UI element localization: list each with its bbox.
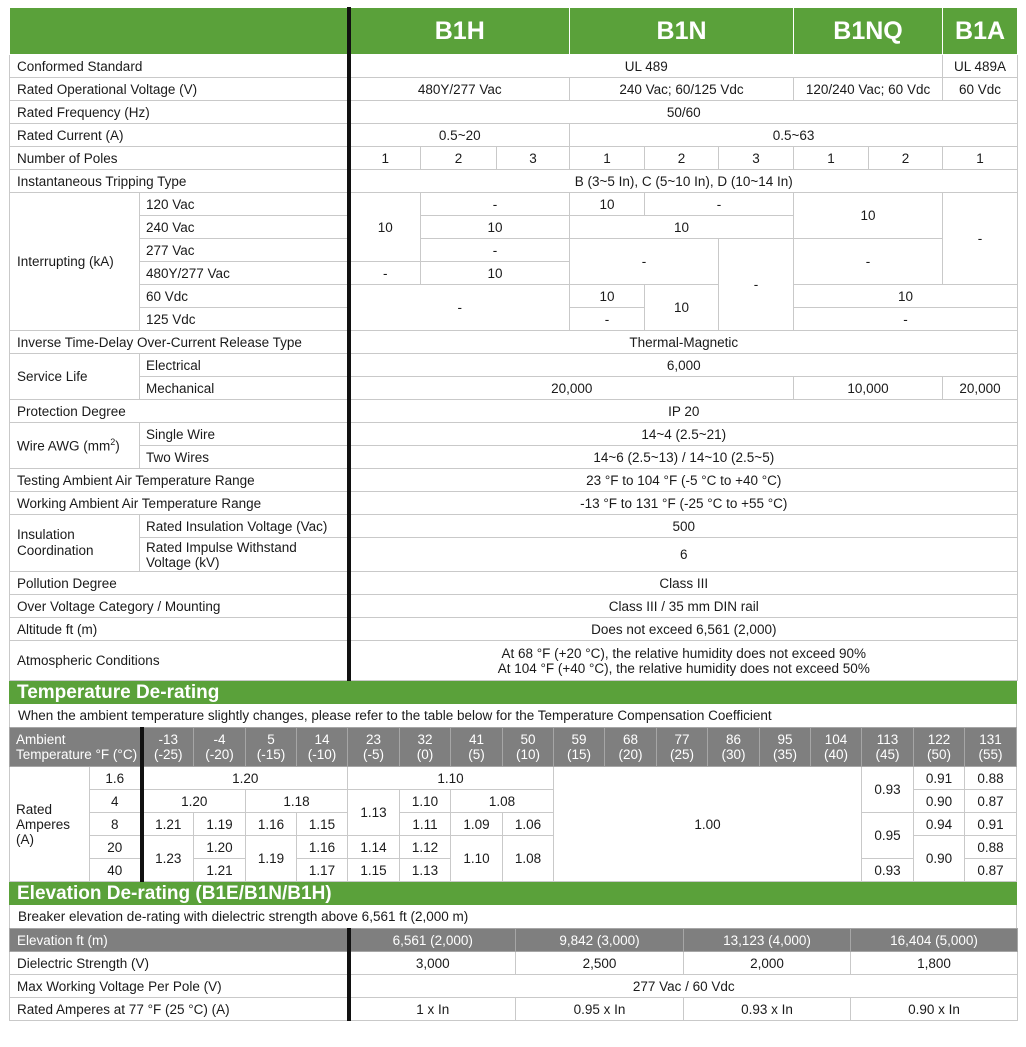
coef: 0.94 bbox=[914, 813, 965, 836]
sub-label: 60 Vdc bbox=[140, 285, 349, 308]
cell: 10 bbox=[570, 216, 794, 239]
row-label: Testing Ambient Air Temperature Range bbox=[10, 469, 349, 492]
atm-line-1: At 68 °F (+20 °C), the relative humidity does not exceed 90% bbox=[501, 645, 867, 661]
cell: 6,000 bbox=[349, 354, 1018, 377]
row-pollution-degree bbox=[10, 572, 1018, 595]
cell: 3 bbox=[719, 147, 794, 170]
cell: UL 489A bbox=[943, 55, 1018, 78]
amp-row-8 bbox=[10, 813, 1017, 836]
sub-label: Mechanical bbox=[140, 377, 349, 400]
temp-f: 104 bbox=[824, 732, 848, 747]
cell: 120/240 Vac; 60 Vdc bbox=[794, 78, 943, 101]
cell: 1 bbox=[943, 147, 1018, 170]
temp-c: (-15) bbox=[256, 747, 286, 762]
cell: 1 bbox=[570, 147, 645, 170]
cell: 480Y/277 Vac bbox=[349, 78, 570, 101]
cell: - bbox=[794, 239, 943, 285]
coef: 0.88 bbox=[965, 836, 1017, 859]
cell: - bbox=[570, 239, 719, 285]
temp-col bbox=[348, 728, 400, 767]
coef: 1.21 bbox=[142, 813, 194, 836]
row-max-voltage bbox=[10, 975, 1018, 998]
coef: 1.15 bbox=[297, 813, 348, 836]
coef: 1.00 bbox=[554, 767, 862, 882]
coef: 1.10 bbox=[400, 790, 451, 813]
amp-value: 20 bbox=[90, 836, 142, 859]
riw-1: Rated Impulse Withstand bbox=[146, 539, 297, 555]
cell: Thermal-Magnetic bbox=[349, 331, 1018, 354]
temp-f: 14 bbox=[314, 732, 330, 747]
coef: 0.90 bbox=[914, 790, 965, 813]
temp-col bbox=[297, 728, 348, 767]
coef: 1.17 bbox=[297, 859, 348, 882]
temp-f: 122 bbox=[927, 732, 951, 747]
temp-col bbox=[914, 728, 965, 767]
sub-label: 480Y/277 Vac bbox=[140, 262, 349, 285]
temp-c: (-25) bbox=[154, 747, 183, 762]
cell: 10 bbox=[349, 193, 421, 262]
coef: 1.11 bbox=[400, 813, 451, 836]
row-interrupt-60vdc bbox=[10, 285, 1018, 308]
cell: 14~6 (2.5~13) / 14~10 (2.5~5) bbox=[349, 446, 1018, 469]
row-rated-amperes-77f bbox=[10, 998, 1018, 1021]
row-label: Over Voltage Category / Mounting bbox=[10, 595, 349, 618]
row-inverse-time-delay bbox=[10, 331, 1018, 354]
cell: Class III / 35 mm DIN rail bbox=[349, 595, 1018, 618]
cell: 2 bbox=[421, 147, 497, 170]
row-label: Rated Operational Voltage (V) bbox=[10, 78, 349, 101]
cell: 0.5~20 bbox=[349, 124, 570, 147]
cell: 277 Vac / 60 Vdc bbox=[349, 975, 1018, 998]
coef: 1.15 bbox=[348, 859, 400, 882]
cell: 0.90 x In bbox=[851, 998, 1018, 1021]
cell: 2 bbox=[645, 147, 719, 170]
temp-derating-table bbox=[9, 727, 1017, 882]
coef: 1.13 bbox=[400, 859, 451, 882]
cell: 10 bbox=[570, 285, 645, 308]
spec-sheet bbox=[9, 7, 1017, 1021]
cell: 0.5~63 bbox=[570, 124, 1018, 147]
cell: - bbox=[421, 193, 570, 216]
rated-l2: Amperes bbox=[16, 816, 71, 832]
row-label: Interrupting (kA) bbox=[10, 193, 140, 331]
temp-f: 68 bbox=[623, 732, 639, 747]
row-rated-current bbox=[10, 124, 1018, 147]
coef: 0.93 bbox=[862, 767, 914, 813]
row-dielectric bbox=[10, 952, 1018, 975]
col-header-b1n: B1N bbox=[570, 8, 794, 55]
coef: 0.91 bbox=[965, 813, 1017, 836]
coef: 1.20 bbox=[194, 836, 246, 859]
row-label bbox=[10, 515, 140, 572]
sub-label: Electrical bbox=[140, 354, 349, 377]
temp-col bbox=[811, 728, 862, 767]
row-rated-frequency bbox=[10, 101, 1018, 124]
amp-value: 40 bbox=[90, 859, 142, 882]
row-insulation-voltage bbox=[10, 515, 1018, 538]
temp-f: -4 bbox=[213, 732, 226, 747]
temp-f: 86 bbox=[726, 732, 742, 747]
coef: 1.19 bbox=[246, 836, 297, 882]
row-interrupt-277vac bbox=[10, 239, 1018, 262]
cell bbox=[349, 641, 1018, 681]
temp-derating-note: When the ambient temperature slightly changes, please refer to the table below for the Temperature Compensation Coefficient bbox=[9, 704, 1017, 727]
cell: 10 bbox=[794, 193, 943, 239]
wire-sup: 2 bbox=[110, 437, 116, 448]
row-wire-two bbox=[10, 446, 1018, 469]
cell: 14~4 (2.5~21) bbox=[349, 423, 1018, 446]
temp-col bbox=[503, 728, 554, 767]
coef: 1.16 bbox=[246, 813, 297, 836]
cell: - bbox=[349, 262, 421, 285]
elev-derating-note: Breaker elevation de-rating with dielectric strength above 6,561 ft (2,000 m) bbox=[9, 905, 1017, 928]
temp-c: (50) bbox=[927, 747, 952, 762]
temp-col bbox=[965, 728, 1017, 767]
row-tripping-type bbox=[10, 170, 1018, 193]
cell: - bbox=[349, 285, 570, 331]
cell: 2,500 bbox=[516, 952, 684, 975]
temp-c: (55) bbox=[978, 747, 1003, 762]
elev-col: 16,404 (5,000) bbox=[851, 929, 1018, 952]
amp-value: 1.6 bbox=[90, 767, 142, 790]
coef: 1.18 bbox=[246, 790, 348, 813]
cell: 3,000 bbox=[349, 952, 516, 975]
temp-col bbox=[657, 728, 708, 767]
cell: 1,800 bbox=[851, 952, 1018, 975]
row-label: Max Working Voltage Per Pole (V) bbox=[10, 975, 349, 998]
cell: 10 bbox=[570, 193, 645, 216]
row-label: Number of Poles bbox=[10, 147, 349, 170]
coef: 0.95 bbox=[862, 813, 914, 859]
col-header-b1h: B1H bbox=[349, 8, 570, 55]
rated-amperes-label bbox=[10, 767, 90, 882]
row-operational-voltage bbox=[10, 78, 1018, 101]
cell: 500 bbox=[349, 515, 1018, 538]
sub-label: Rated Insulation Voltage (Vac) bbox=[140, 515, 349, 538]
elev-col: 9,842 (3,000) bbox=[516, 929, 684, 952]
row-label: Rated Frequency (Hz) bbox=[10, 101, 349, 124]
temp-c: (20) bbox=[618, 747, 643, 762]
temp-f: 32 bbox=[417, 732, 433, 747]
cell: -13 °F to 131 °F (-25 °C to +55 °C) bbox=[349, 492, 1018, 515]
cell: - bbox=[570, 308, 645, 331]
sub-label: 125 Vdc bbox=[140, 308, 349, 331]
cell: 1 bbox=[349, 147, 421, 170]
temp-c: (-5) bbox=[363, 747, 385, 762]
row-interrupt-120vac bbox=[10, 193, 1018, 216]
temp-f: 131 bbox=[979, 732, 1002, 747]
temp-header-row bbox=[10, 728, 1017, 767]
row-label: Rated Amperes at 77 °F (25 °C) (A) bbox=[10, 998, 349, 1021]
elev-derating-title: Elevation De-rating (B1E/B1N/B1H) bbox=[9, 882, 1017, 905]
row-atmospheric bbox=[10, 641, 1018, 681]
row-protection-degree bbox=[10, 400, 1018, 423]
temp-f: 77 bbox=[674, 732, 690, 747]
sub-label: Single Wire bbox=[140, 423, 349, 446]
temp-col bbox=[400, 728, 451, 767]
temp-col bbox=[194, 728, 246, 767]
row-label: Instantaneous Tripping Type bbox=[10, 170, 349, 193]
sub-label: 277 Vac bbox=[140, 239, 349, 262]
cell: 1 bbox=[794, 147, 869, 170]
coef: 0.87 bbox=[965, 790, 1017, 813]
cell: 20,000 bbox=[349, 377, 794, 400]
temp-f: -13 bbox=[158, 732, 179, 747]
temp-f: 113 bbox=[876, 732, 899, 747]
ambient-h2: Temperature °F (°C) bbox=[16, 747, 138, 762]
cell: - bbox=[719, 239, 794, 331]
cell: 10,000 bbox=[794, 377, 943, 400]
cell: - bbox=[794, 308, 1018, 331]
row-service-life-electrical bbox=[10, 354, 1018, 377]
elev-col: 6,561 (2,000) bbox=[349, 929, 516, 952]
cell: 2 bbox=[869, 147, 943, 170]
temp-col bbox=[246, 728, 297, 767]
coef: 0.90 bbox=[914, 836, 965, 882]
row-label: Atmospheric Conditions bbox=[10, 641, 349, 681]
temp-f: 95 bbox=[777, 732, 793, 747]
riw-2: Voltage (kV) bbox=[146, 554, 220, 570]
temp-col bbox=[605, 728, 657, 767]
temp-f: 5 bbox=[267, 732, 275, 747]
temp-f: 23 bbox=[366, 732, 382, 747]
cell: 0.93 x In bbox=[684, 998, 851, 1021]
row-impulse-withstand bbox=[10, 538, 1018, 572]
cell: 6 bbox=[349, 538, 1018, 572]
elev-derating-table bbox=[9, 928, 1018, 1021]
temp-col bbox=[862, 728, 914, 767]
cell: 10 bbox=[645, 285, 719, 331]
wire-label-close: ) bbox=[115, 438, 120, 454]
cell: 1 x In bbox=[349, 998, 516, 1021]
amp-value: 8 bbox=[90, 813, 142, 836]
row-service-life-mechanical bbox=[10, 377, 1018, 400]
row-working-temp bbox=[10, 492, 1018, 515]
row-wire-single bbox=[10, 423, 1018, 446]
ins-label-1: Insulation bbox=[17, 527, 75, 542]
coef: 1.19 bbox=[194, 813, 246, 836]
col-header-b1nq: B1NQ bbox=[794, 8, 943, 55]
row-label: Working Ambient Air Temperature Range bbox=[10, 492, 349, 515]
header-corner bbox=[10, 8, 349, 55]
temp-c: (-20) bbox=[205, 747, 234, 762]
ambient-header bbox=[10, 728, 142, 767]
temp-c: (25) bbox=[670, 747, 695, 762]
cell: 10 bbox=[421, 216, 570, 239]
cell: - bbox=[943, 193, 1018, 285]
coef: 1.16 bbox=[297, 836, 348, 859]
temp-col bbox=[554, 728, 605, 767]
cell: 60 Vdc bbox=[943, 78, 1018, 101]
coef: 0.93 bbox=[862, 859, 914, 882]
coef: 1.10 bbox=[348, 767, 554, 790]
temp-f: 50 bbox=[520, 732, 536, 747]
row-over-voltage bbox=[10, 595, 1018, 618]
temp-f: 41 bbox=[469, 732, 485, 747]
elev-col: 13,123 (4,000) bbox=[684, 929, 851, 952]
sub-label bbox=[140, 538, 349, 572]
cell: 2,000 bbox=[684, 952, 851, 975]
spec-table bbox=[9, 7, 1018, 681]
coef: 1.10 bbox=[451, 836, 503, 882]
row-label: Altitude ft (m) bbox=[10, 618, 349, 641]
temp-col bbox=[760, 728, 811, 767]
coef: 0.88 bbox=[965, 767, 1017, 790]
coef: 1.14 bbox=[348, 836, 400, 859]
temp-c: (40) bbox=[824, 747, 849, 762]
row-conformed-standard bbox=[10, 55, 1018, 78]
cell: 0.95 x In bbox=[516, 998, 684, 1021]
temp-c: (-10) bbox=[307, 747, 337, 762]
rated-l3: (A) bbox=[16, 831, 34, 847]
coef: 1.21 bbox=[194, 859, 246, 882]
sub-label: Two Wires bbox=[140, 446, 349, 469]
row-label bbox=[10, 423, 140, 469]
temp-c: (45) bbox=[875, 747, 900, 762]
temp-c: (10) bbox=[516, 747, 541, 762]
amp-value: 4 bbox=[90, 790, 142, 813]
wire-label: Wire AWG (mm bbox=[17, 438, 111, 454]
amp-row-1-6 bbox=[10, 767, 1017, 790]
cell: UL 489 bbox=[349, 55, 943, 78]
atm-line-2: At 104 °F (+40 °C), the relative humidity does not exceed 50% bbox=[497, 660, 870, 676]
cell: - bbox=[645, 193, 794, 216]
row-testing-temp bbox=[10, 469, 1018, 492]
ambient-h1: Ambient bbox=[16, 732, 66, 747]
cell: IP 20 bbox=[349, 400, 1018, 423]
temp-col bbox=[142, 728, 194, 767]
row-label: Dielectric Strength (V) bbox=[10, 952, 349, 975]
coef: 0.91 bbox=[914, 767, 965, 790]
temp-c: (35) bbox=[773, 747, 798, 762]
spec-header-row bbox=[10, 8, 1018, 55]
cell: 10 bbox=[794, 285, 1018, 308]
row-label: Conformed Standard bbox=[10, 55, 349, 78]
row-label: Rated Current (A) bbox=[10, 124, 349, 147]
temp-f: 59 bbox=[571, 732, 587, 747]
coef: 1.06 bbox=[503, 813, 554, 836]
coef: 1.20 bbox=[142, 790, 246, 813]
ins-label-2: Coordination bbox=[17, 543, 94, 558]
row-label: Protection Degree bbox=[10, 400, 349, 423]
cell: B (3~5 In), C (5~10 In), D (10~14 In) bbox=[349, 170, 1018, 193]
cell: Does not exceed 6,561 (2,000) bbox=[349, 618, 1018, 641]
cell: 240 Vac; 60/125 Vdc bbox=[570, 78, 794, 101]
elev-header-label: Elevation ft (m) bbox=[10, 929, 349, 952]
coef: 1.08 bbox=[503, 836, 554, 882]
coef: 1.13 bbox=[348, 790, 400, 836]
cell: 10 bbox=[421, 262, 570, 285]
coef: 1.08 bbox=[451, 790, 554, 813]
row-altitude bbox=[10, 618, 1018, 641]
row-label: Inverse Time-Delay Over-Current Release Type bbox=[10, 331, 349, 354]
temp-c: (15) bbox=[567, 747, 592, 762]
sub-label: 120 Vac bbox=[140, 193, 349, 216]
col-header-b1a: B1A bbox=[943, 8, 1018, 55]
cell: Class III bbox=[349, 572, 1018, 595]
row-number-of-poles bbox=[10, 147, 1018, 170]
temp-c: (5) bbox=[468, 747, 485, 762]
coef: 0.87 bbox=[965, 859, 1017, 882]
coef: 1.20 bbox=[142, 767, 348, 790]
row-label: Service Life bbox=[10, 354, 140, 400]
cell: 20,000 bbox=[943, 377, 1018, 400]
coef: 1.09 bbox=[451, 813, 503, 836]
temp-col bbox=[708, 728, 760, 767]
temp-col bbox=[451, 728, 503, 767]
coef: 1.12 bbox=[400, 836, 451, 859]
temp-derating-title: Temperature De-rating bbox=[9, 681, 1017, 704]
cell: - bbox=[421, 239, 570, 262]
cell: 23 °F to 104 °F (-5 °C to +40 °C) bbox=[349, 469, 1018, 492]
sub-label: 240 Vac bbox=[140, 216, 349, 239]
cell: 3 bbox=[497, 147, 570, 170]
coef: 1.23 bbox=[142, 836, 194, 882]
elev-header-row bbox=[10, 929, 1018, 952]
cell: 50/60 bbox=[349, 101, 1018, 124]
temp-c: (30) bbox=[721, 747, 746, 762]
row-label: Pollution Degree bbox=[10, 572, 349, 595]
rated-l1: Rated bbox=[16, 801, 53, 817]
temp-c: (0) bbox=[416, 747, 434, 762]
